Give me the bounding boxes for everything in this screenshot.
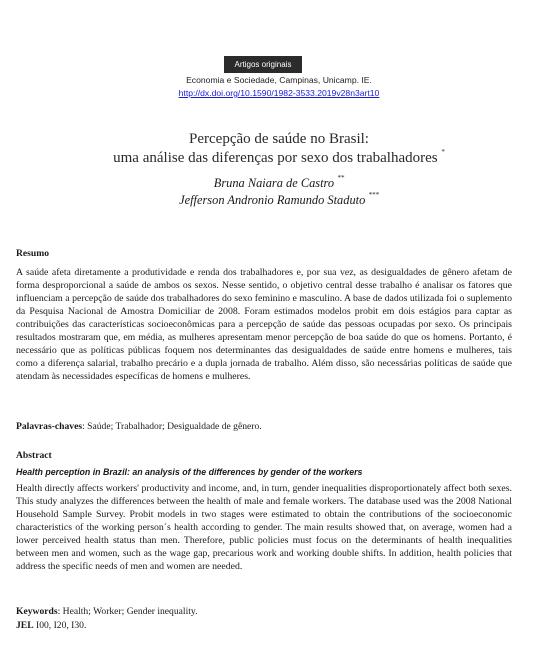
- author-2-mark: ***: [368, 191, 379, 199]
- title-line-1: Percepção de saúde no Brasil:: [189, 131, 369, 147]
- title-footnote-mark: *: [441, 148, 445, 156]
- jel-label: JEL: [16, 620, 34, 631]
- author-2: [0, 193, 558, 208]
- abstract-text: Health directly affects workers' productivity and income, and, in turn, gender inequalities disproportionately affect both sexes. This study analyzes the differences between the health of male and female workers. The database used was the 2008 National Household Sample Survey. Probit models in two stages were estimated to obtain the contributions of the socioeconomic characteristics of the working person´s health according to gender. The main results showed that, on average, women had a lower perceived health status than men. Therefore, public policies must focus on the determinants of health inequalities between men and women, such as the wage gap, precarious work and working double shifts. In addition, health policies that address the specific needs of men and women are needed.: [16, 483, 512, 573]
- keywords: [16, 606, 197, 617]
- title-line-2: [0, 150, 558, 167]
- abstract-heading: Abstract: [16, 450, 52, 461]
- resumo-text: A saúde afeta diretamente a produtividade e renda dos trabalhadores e, por sua vez, as desigualdades de gênero afetam de forma desproporcional a saúde de ambos os sexos. Nesse sentido, o objetivo central desse trabalho é analisar os fatores que influenciam a percepção de saúde dos trabalhadores do sexo feminino e masculino. A base de dados utilizada foi o suplemento da Pesquisa Nacional de Amostra Domiciliar de 2008. Foram estimados modelos probit em dois estágios para captar as contribuições das características socioeconômicas para a percepção de saúde das pessoas ocupadas por sexo. Os principais resultados mostraram que, em média, as mulheres apresentam menor percepção de boa saúde do que os homens. Portanto, é necessário que as políticas públicas foquem nos determinantes das desigualdades de saúde entre homens e mulheres, tais como a diferença salarial, trabalho precário e a dupla jornada de trabalho. Além disso, são necessárias políticas de saúde que atendam às necessidades específicas de homens e mulheres.: [16, 267, 512, 383]
- journal-citation: Economia e Sociedade, Campinas, Unicamp. IE.: [186, 75, 372, 85]
- title-line-2-text: uma análise das diferenças por sexo dos trabalhadores: [113, 150, 438, 166]
- palavras-chaves: [16, 421, 262, 432]
- jel-codes: [16, 620, 86, 631]
- author-1-mark: **: [337, 174, 345, 182]
- author-1-name: Bruna Naiara de Castro: [213, 176, 335, 190]
- palavras-chaves-text: : Saúde; Trabalhador; Desigualdade de gênero.: [82, 421, 262, 432]
- author-1: [0, 176, 558, 191]
- palavras-chaves-label: Palavras-chaves: [16, 421, 83, 432]
- section-badge: Artigos originais: [224, 56, 302, 73]
- resumo-heading: Resumo: [16, 248, 50, 259]
- doi-link[interactable]: http://dx.doi.org/10.1590/1982-3533.2019v28n3art10: [178, 88, 380, 98]
- author-2-name: Jefferson Andronio Ramundo Staduto: [179, 193, 366, 207]
- jel-text: I00, I20, I30.: [33, 620, 87, 631]
- keywords-label: Keywords: [16, 606, 58, 617]
- abstract-title: Health perception in Brazil: an analysis of the differences by gender of the workers: [16, 467, 363, 477]
- keywords-text: : Health; Worker; Gender inequality.: [57, 606, 198, 617]
